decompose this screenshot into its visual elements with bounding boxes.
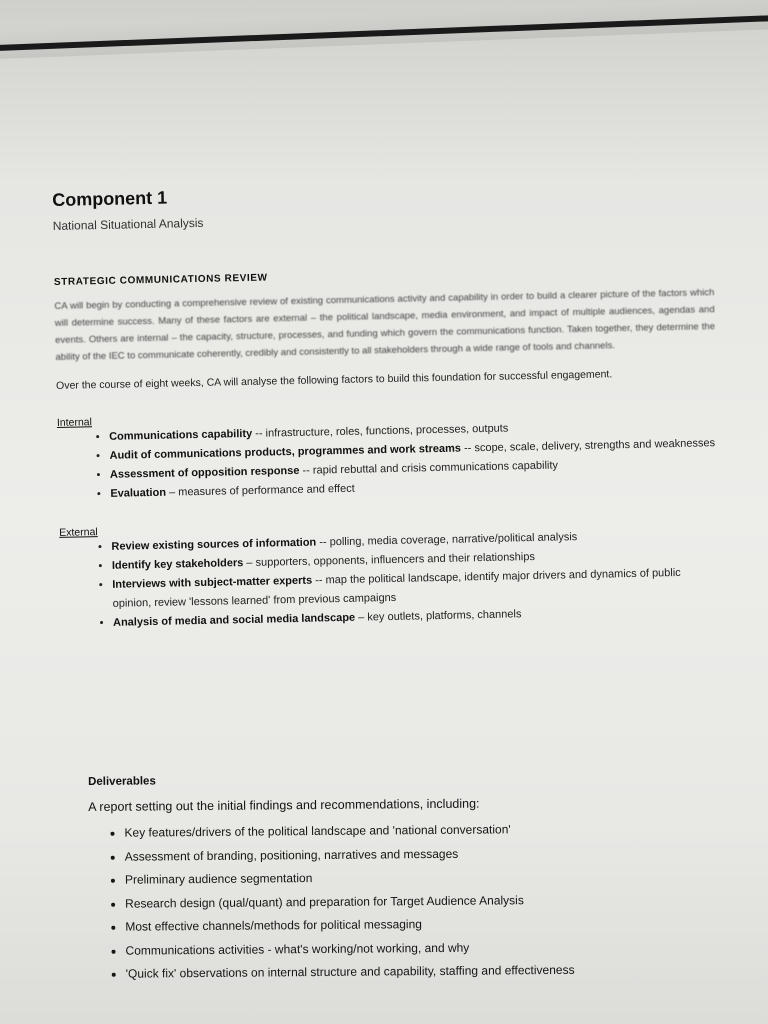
list-item: • Communications capability -- infrastructure, roles, functions, processes, outputs [109, 415, 717, 447]
list-item: • Preliminary audience segmentation [125, 864, 709, 893]
document-body [52, 176, 721, 634]
list-item: • Audit of communications products, programmes and work streams -- scope, scale, delivery, strengths and weaknesses [109, 434, 717, 466]
review-heading: STRATEGIC COMMUNICATIONS REVIEW [53, 272, 268, 288]
list-item: • Key features/drivers of the political landscape and 'national conversation' [124, 817, 708, 846]
review-intro: Over the course of eight weeks, CA will analyse the following factors to build this foundation for successful engagement. [55, 368, 613, 392]
list-item: • Research design (qual/quant) and preparation for Target Audience Analysis [125, 887, 709, 916]
list-item: • Interviews with subject-matter experts -- map the political landscape, identify major drivers and dynamics of public opinion, review 'lessons learned' from previous campaigns [112, 563, 721, 614]
review-paragraph: CA will begin by conducting a comprehensive review of existing communications activity and capability in order to build a clearer picture of the factors which will determine success. Many of these factors are external – the political landscape, media environment, and impact of multiple audiences, agendas and events. Others are internal – the capacity, structure, processes, and funding which govern the communications function. Taken together, they determine the ability of the IEC to communicate coherently, credibly and consistently to all stakeholders through a wide range of tools and channels. [54, 287, 716, 363]
internal-label: Internal [56, 416, 93, 429]
list-item: • Communications activities - what's working/not working, and why [125, 934, 709, 963]
list-item: • Evaluation – measures of performance and effect [110, 472, 718, 504]
list-item: • Most effective channels/methods for political messaging [125, 911, 709, 940]
external-label: External [59, 526, 98, 539]
deliverables-intro: A report setting out the initial findings and recommendations, including: [88, 796, 480, 814]
list-item: • Assessment of branding, positioning, narratives and messages [125, 840, 709, 869]
component-title: Component 1 [52, 187, 168, 210]
deliverables-section [88, 771, 710, 987]
external-list [59, 525, 721, 634]
internal-list [57, 415, 718, 505]
list-item: • 'Quick fix' observations on internal structure and capability, staffing and effectiveness [126, 958, 710, 987]
list-item: • Review existing sources of information -- polling, media coverage, narrative/political analysis [111, 525, 719, 557]
list-item: • Assessment of opposition response -- rapid rebuttal and crisis communications capability [110, 453, 718, 485]
component-subtitle: National Situational Analysis [52, 215, 204, 233]
list-item: • Identify key stakeholders – supporters, opponents, influencers and their relationships [112, 544, 720, 576]
deliverables-list [88, 817, 709, 987]
list-item: • Analysis of media and social media landscape – key outlets, platforms, channels [113, 601, 721, 633]
deliverables-title: Deliverables [88, 775, 156, 788]
